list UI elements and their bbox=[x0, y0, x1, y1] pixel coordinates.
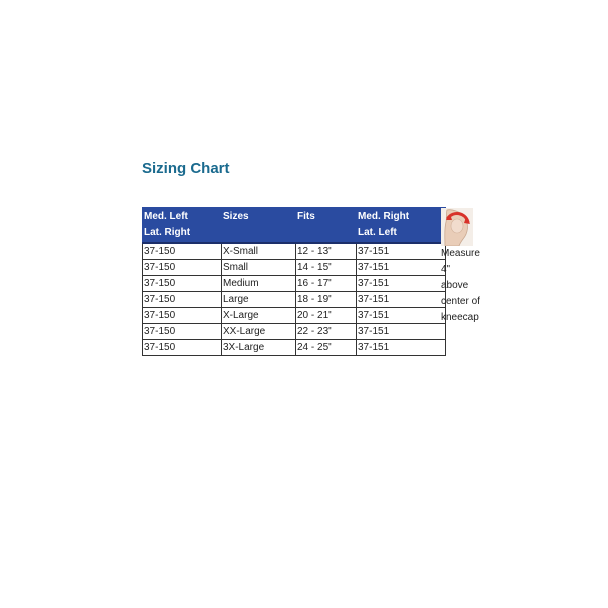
knee-measure-icon bbox=[441, 208, 473, 246]
table-row bbox=[143, 324, 446, 340]
cell-fits: 14 - 15" bbox=[296, 260, 357, 276]
table-header-row bbox=[143, 208, 446, 244]
cell-part-left: 37-150 bbox=[143, 276, 222, 292]
measure-line: center of bbox=[441, 296, 480, 307]
cell-part-right: 37-151 bbox=[357, 276, 446, 292]
cell-part-left: 37-150 bbox=[143, 324, 222, 340]
measure-line: 4" bbox=[441, 264, 451, 275]
cell-part-left: 37-150 bbox=[143, 292, 222, 308]
cell-size: X-Small bbox=[222, 243, 296, 260]
cell-size: X-Large bbox=[222, 308, 296, 324]
table-row bbox=[143, 276, 446, 292]
header-line: Med. Left bbox=[144, 211, 188, 222]
cell-size: Large bbox=[222, 292, 296, 308]
page-title: Sizing Chart bbox=[142, 160, 230, 177]
cell-fits: 16 - 17" bbox=[296, 276, 357, 292]
cell-fits: 24 - 25" bbox=[296, 340, 357, 356]
cell-fits: 22 - 23" bbox=[296, 324, 357, 340]
cell-size: Medium bbox=[222, 276, 296, 292]
cell-part-left: 37-150 bbox=[143, 308, 222, 324]
header-fits bbox=[296, 208, 357, 244]
measure-note bbox=[441, 208, 491, 326]
cell-part-left: 37-150 bbox=[143, 340, 222, 356]
cell-fits: 18 - 19" bbox=[296, 292, 357, 308]
cell-part-right: 37-151 bbox=[357, 324, 446, 340]
table-row bbox=[143, 260, 446, 276]
table-row bbox=[143, 340, 446, 356]
cell-fits: 20 - 21" bbox=[296, 308, 357, 324]
cell-part-left: 37-150 bbox=[143, 260, 222, 276]
table-row bbox=[143, 243, 446, 260]
cell-part-right: 37-151 bbox=[357, 292, 446, 308]
header-med-right bbox=[357, 208, 446, 244]
cell-part-right: 37-151 bbox=[357, 260, 446, 276]
cell-size: Small bbox=[222, 260, 296, 276]
cell-part-left: 37-150 bbox=[143, 243, 222, 260]
cell-size: 3X-Large bbox=[222, 340, 296, 356]
header-sizes bbox=[222, 208, 296, 244]
measure-line: kneecap bbox=[441, 312, 479, 323]
table-row bbox=[143, 308, 446, 324]
header-line: Sizes bbox=[223, 211, 249, 222]
measure-line: Measure bbox=[441, 248, 480, 259]
measure-instructions bbox=[441, 246, 491, 326]
header-line: Med. Right bbox=[358, 211, 410, 222]
cell-size: XX-Large bbox=[222, 324, 296, 340]
cell-fits: 12 - 13" bbox=[296, 243, 357, 260]
cell-part-right: 37-151 bbox=[357, 308, 446, 324]
header-line: Lat. Left bbox=[358, 227, 397, 238]
cell-part-right: 37-151 bbox=[357, 243, 446, 260]
measure-line: above bbox=[441, 280, 469, 291]
table-row bbox=[143, 292, 446, 308]
cell-part-right: 37-151 bbox=[357, 340, 446, 356]
header-line: Fits bbox=[297, 211, 315, 222]
header-line: Lat. Right bbox=[144, 227, 191, 238]
header-med-left bbox=[143, 208, 222, 244]
sizing-table bbox=[142, 207, 446, 356]
